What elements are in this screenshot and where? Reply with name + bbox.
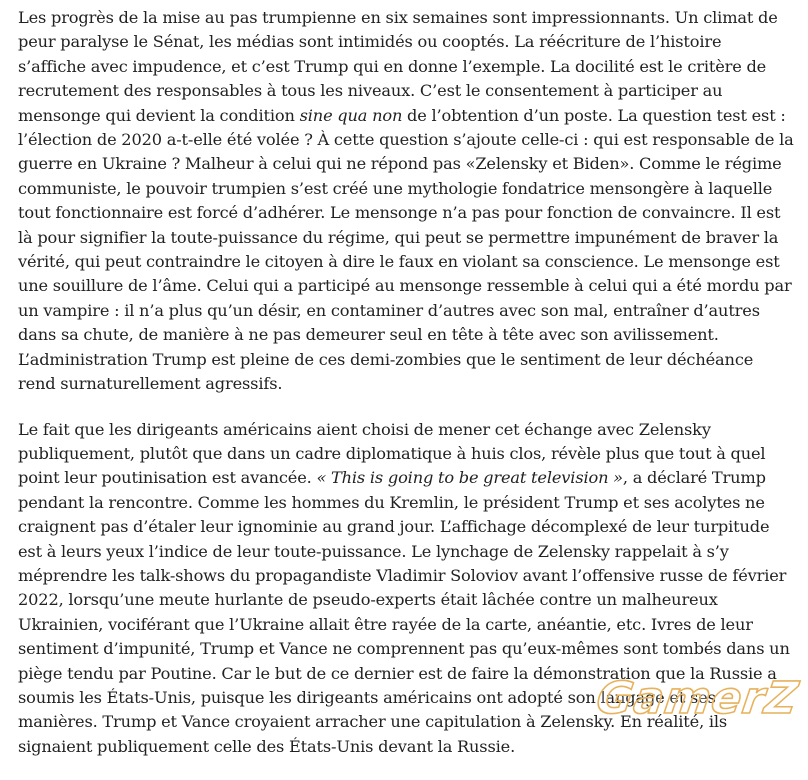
paragraph-2-quote: « This is going to be great television » — [316, 468, 623, 488]
paragraph-1-emphasis: sine qua non — [299, 105, 403, 125]
paragraph-2-text-a: Le fait que les dirigeants américains aient choisi de mener cet échange avec Zelensky publiquement, plutôt que dans un cadre diplomatique à huis clos, révèle plus que tout à quel point leur poutinisation est avancée. — [18, 419, 766, 488]
paragraph-1-text-b: de l’obtention d’un poste. La question test est : l’élection de 2020 a-t-elle été volée ? À cette question s’ajoute celle-ci : qui est responsable de la guerre en Ukraine ? Malheur à celui qui ne répond pas «Zelensky et Biden». Comme le régime communiste, le pouvoir trumpien s’est créé une mythologie fondatrice mensongère à laquelle tout fonctionnaire est forcé d’adhérer. Le mensonge n’a pas pour fonction de convaincre. Il est là pour signifier la toute-puissance du régime, qui peut se permettre impunément de braver la vérité, qui peut contraindre le citoyen à dire le faux en violant sa conscience. Le mensonge est une souillure de l’âme. Celui qui a participé au mensonge ressemble à celui qui a été mordu par un vampire : il n’a plus qu’un désir, en contaminer d’autres avec son mal, entraîner d’autres dans sa chute, de manière à ne pas demeurer seul en tête à tête avec son avilissement. L’administration Trump est pleine de ces demi-zombies que le sentiment de leur déchéance rend surnaturellement agressifs. — [18, 105, 794, 394]
article-body — [18, 6, 794, 780]
paragraph-1-text-a: Les progrès de la mise au pas trumpienne en six semaines sont impressionnants. Un climat de peur paralyse le Sénat, les médias sont intimidés ou cooptés. La réécriture de l’histoire s’affiche avec impudence, et c’est Trump qui en donne l’exemple. La docilité est le critère de recrutement des responsables à tous les niveaux. C’est le consentement à participer au mensonge qui devient la condition — [18, 8, 778, 125]
paragraph-1 — [18, 6, 794, 397]
paragraph-2-text-b: , a déclaré Trump pendant la rencontre. Comme les hommes du Kremlin, le président Trump et ses acolytes ne craignent pas d’étaler leur ignominie au grand jour. L’affichage décomplexé de leur turpitude est à leurs yeux l’indice de leur toute-puissance. Le lynchage de Zelensky rappelait à s’y méprendre les talk-shows du propagandiste Vladimir Soloviov avant l’offensive russe de février 2022, lorsqu’une meute hurlante de pseudo-experts était lâchée contre un malheureux Ukrainien, vociférant que l’Ukraine allait être rayée de la carte, anéantie, etc. Ivres de leur sentiment d’impunité, Trump et Vance ne comprennent pas qu’eux-mêmes sont tombés dans un piège tendu par Poutine. Car le but de ce dernier est de faire la démonstration que la Russie a soumis les États-Unis, puisque les dirigeants américains ont adopté son langage et ses manières. Trump et Vance croyaient arracher une capitulation à Zelensky. En réalité, ils signaient publiquement celle des États-Unis devant la Russie. — [18, 468, 790, 756]
gamerz-watermark-logo: GamerZ — [593, 673, 802, 724]
